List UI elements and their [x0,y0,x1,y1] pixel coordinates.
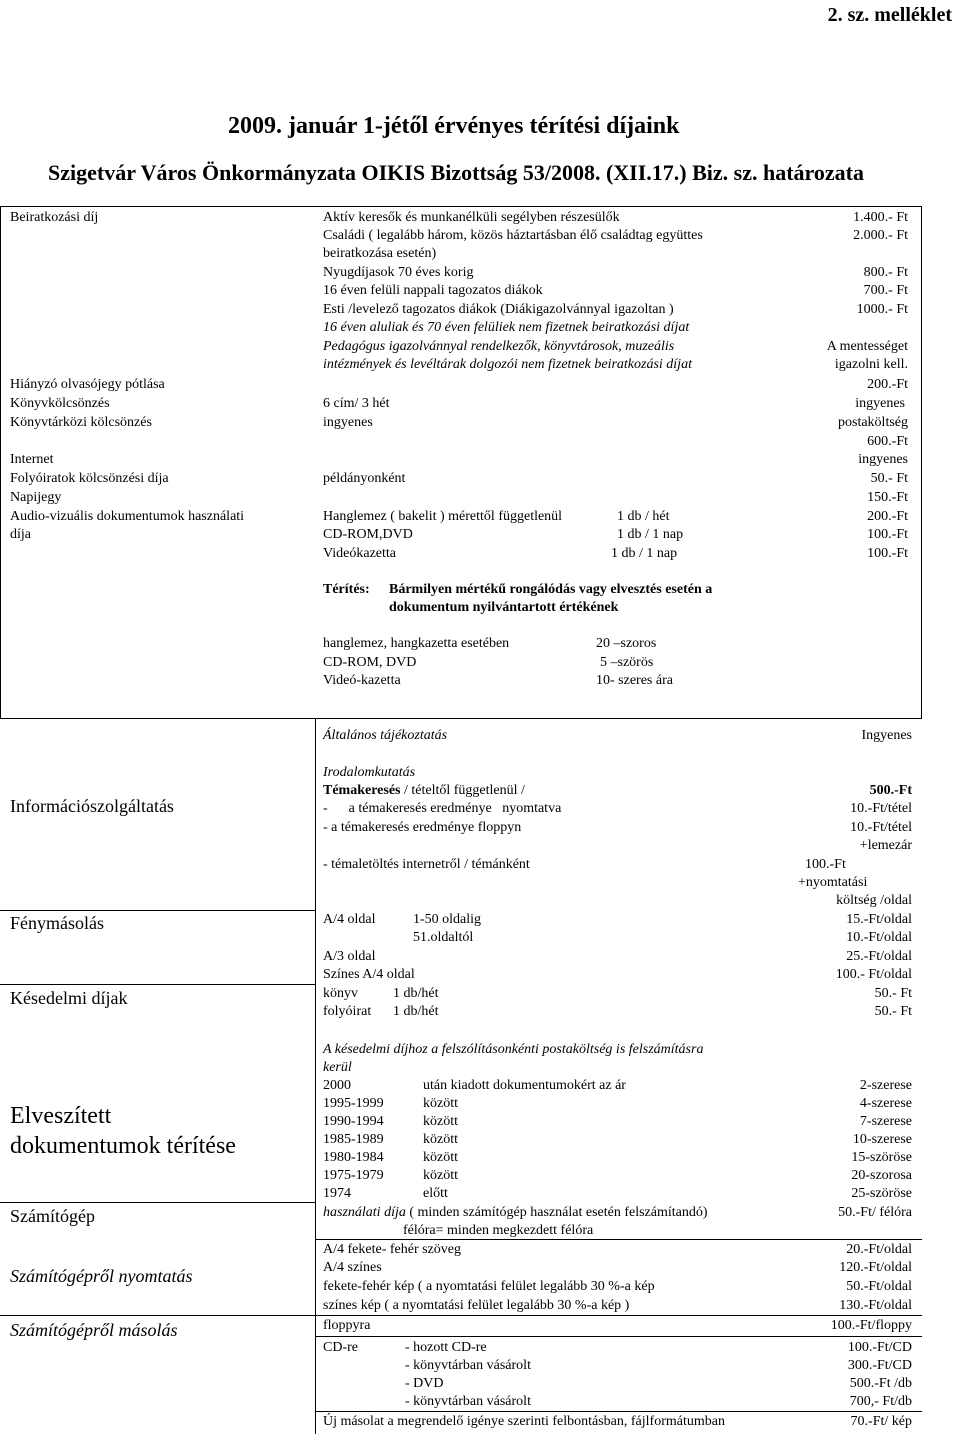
exemption-note: igazolni kell. [834,357,908,372]
terites-text: Bármilyen mértékű rongálódás vagy elvesztés esetén a [389,582,713,597]
temaletoltes-price: 100.-Ft [805,857,846,872]
elv-rel: között [423,1114,458,1129]
fee-desc: Nyugdíjasok 70 éves korig [323,265,474,280]
print-desc: A/4 fekete- fehér szöveg [323,1242,461,1257]
print-desc: színes kép ( a nyomtatási felület legalább 30 %-a kép ) [323,1298,630,1313]
elv-rel: között [423,1168,458,1183]
floppyra-desc: floppyra [323,1318,371,1333]
elv-mult: 20-szorosa [851,1168,912,1183]
temakereses-price: 500.-Ft [869,783,912,798]
fee-desc: Aktív keresők és munkanélküli segélyben részesülők [323,210,620,225]
kes-unit: 1 db/hét [393,986,439,1001]
szg-price: 50.-Ft/ félóra [838,1205,912,1220]
terites-mult: 10- szeres ára [596,673,673,688]
kes-unit: 1 db/hét [393,1004,439,1019]
free-note: intézmények és levéltárak dolgozói nem fizetnek beiratkozási díjat [323,357,692,372]
cd-price: 100.-Ft/CD [847,1340,912,1355]
a4-label: A/4 oldal [323,912,376,927]
elv-mult: 10-szerese [852,1132,912,1147]
cd-price: 500.-Ft /db [849,1376,912,1391]
row-divider [315,1336,922,1337]
av-label: Audio-vizuális dokumentumok használati [10,509,245,524]
temaletoltes-desc: - témaletöltés internetről / témánként [323,857,530,872]
szg-usage-text: ( minden számítógép használat esetén felszámítandó) [405,1205,708,1220]
av-unit: 1 db / 1 nap [611,546,678,561]
folyoirat-desc: példányonként [323,471,406,486]
szg-usage-note: félóra= minden megkezdett félóra [403,1223,594,1238]
kes-note: A késedelmi díjhoz a felszólításonkénti postaköltség is felszámításra [323,1042,704,1057]
cd-desc: - hozott CD-re [405,1340,487,1355]
terites-desc: Videó-kazetta [323,673,401,688]
av-price: 100.-Ft [867,527,908,542]
temaletoltes-price: +nyomtatási [798,875,868,890]
cd-price: 300.-Ft/CD [847,1358,912,1373]
table1-left-border [0,206,1,719]
konyv-label: Könyvkölcsönzés [10,396,110,411]
temaletoltes-price: költség /oldal [836,893,912,908]
floppyn-desc: - a témakeresés eredménye floppyn [323,820,522,835]
szg-usage-label: használati díja [323,1205,406,1220]
fee-price: 1.400.- Ft [853,210,908,225]
av-price: 100.-Ft [867,546,908,561]
print-price: 20.-Ft/oldal [846,1242,912,1257]
elv-mult: 15-szöröse [851,1150,912,1165]
print-desc: A/4 színes [323,1260,382,1275]
fee-price: 1000.- Ft [856,302,908,317]
elv-mult: 2-szerese [859,1078,912,1093]
row-divider [0,1202,315,1203]
napijegy-price: 150.-Ft [867,490,908,505]
elv-year: 1995-1999 [323,1096,384,1111]
kes-item: könyv [323,986,358,1001]
terites-mult: 5 –szörös [600,655,654,670]
a4-range: 1-50 oldalig [413,912,482,927]
fee-price: 2.000.- Ft [853,228,908,243]
kes-price: 50.- Ft [874,1004,912,1019]
napijegy-label: Napijegy [10,490,62,505]
av-desc: Videókazetta [323,546,397,561]
uj-masolat-desc: Új másolat a megrendelő igénye szerinti felbontásban, fájlformátumban [323,1414,725,1429]
elveszitett-label: dokumentumok térítése [10,1133,236,1159]
a4-from-price: 10.-Ft/oldal [846,930,912,945]
altalanos-label: Általános tájékoztatás [323,728,448,743]
print-desc: fekete-fehér kép ( a nyomtatási felület legalább 30 %-a kép [323,1279,655,1294]
ktk-label: Könyvtárközi kölcsönzés [10,415,152,430]
row-divider [315,1411,922,1412]
elveszitett-label: Elveszített [10,1103,112,1129]
szines-label: Színes A/4 oldal [323,967,415,982]
a4-price: 15.-Ft/oldal [846,912,912,927]
cd-desc: - DVD [405,1376,444,1391]
folyoirat-price: 50.- Ft [870,471,908,486]
annex-label: 2. sz. melléklet [827,4,952,26]
hianyzo-label: Hiányzó olvasójegy pótlása [10,377,165,392]
kes-note: kerül [323,1060,352,1075]
nyomtatva-price: 10.-Ft/tétel [850,801,912,816]
free-note: Pedagógus igazolvánnyal rendelkezők, könyvtárosok, muzeális [323,339,675,354]
szamitogep-label: Számítógép [10,1206,95,1226]
uj-masolat-price: 70.-Ft/ kép [850,1414,912,1429]
nyomtatas-label: Számítógépről nyomtatás [10,1266,193,1286]
fee-price: 700.- Ft [863,283,908,298]
av-desc: Hanglemez ( bakelit ) mérettől függetlenül [323,509,563,524]
ktk-price: postaköltség [838,415,908,430]
elv-rel: között [423,1096,458,1111]
av-desc: CD-ROM,DVD [323,527,413,542]
fee-desc: 16 éven felüli nappali tagozatos diákok [323,283,543,298]
column-divider [315,718,316,1434]
av-label: díja [10,527,31,542]
ktk-price: 600.-Ft [867,434,908,449]
elv-rel: után kiadott dokumentumokért az ár [423,1078,626,1093]
elv-year: 2000 [323,1078,351,1093]
info-label: Információszolgáltatás [10,796,174,816]
masolas-label: Számítógépről másolás [10,1320,178,1340]
elv-year: 1985-1989 [323,1132,384,1147]
kes-price: 50.- Ft [874,986,912,1001]
temakereses-label: Témakeresés [323,783,401,798]
table1-top-border [0,206,922,207]
row-divider [0,910,315,911]
fee-desc: Családi ( legalább három, közös háztartásban élő családtag együttes [323,228,703,243]
elv-mult: 4-szerese [859,1096,912,1111]
floppyn-price: 10.-Ft/tétel [850,820,912,835]
fee-desc: Esti /levelező tagozatos diákok (Diákigazolvánnyal igazoltan ) [323,302,674,317]
elv-year: 1990-1994 [323,1114,384,1129]
terites-desc: hanglemez, hangkazetta esetében [323,636,510,651]
print-price: 130.-Ft/oldal [839,1298,912,1313]
elv-rel: között [423,1132,458,1147]
internet-price: ingyenes [858,452,908,467]
konyv-price: ingyenes [855,396,905,411]
cd-desc: - könyvtárban vásárolt [405,1394,531,1409]
ktk-desc: ingyenes [323,415,373,430]
elv-year: 1975-1979 [323,1168,384,1183]
irodalom-label: Irodalomkutatás [323,765,416,780]
table1-right-border [921,206,922,719]
floppyra-price: 100.-Ft/floppy [830,1318,912,1333]
hianyzo-price: 200.-Ft [867,377,908,392]
elv-rel: előtt [423,1186,448,1201]
kesedelmi-label: Késedelmi díjak [10,988,128,1008]
a3-price: 25.-Ft/oldal [846,949,912,964]
av-unit: 1 db / hét [617,509,670,524]
a3-label: A/3 oldal [323,949,376,964]
elv-mult: 7-szerese [859,1114,912,1129]
page-subtitle: Szigetvár Város Önkormányzata OIKIS Bizottság 53/2008. (XII.17.) Biz. sz. határozata [48,160,865,185]
floppyn-price: +lemezár [859,838,912,853]
print-price: 50.-Ft/oldal [846,1279,912,1294]
cd-desc: - könyvtárban vásárolt [405,1358,531,1373]
terites-text: dokumentum nyilvántartott értékének [389,600,619,615]
av-unit: 1 db / 1 nap [617,527,684,542]
fenymasolas-label: Fénymásolás [10,913,104,933]
internet-label: Internet [10,452,54,467]
temakereses-rest: / tételtől függetlenül / [400,783,525,798]
terites-label: Térítés: [323,582,370,597]
konyv-desc: 6 cím/ 3 hét [323,396,390,411]
fee-desc-cont: beiratkozása esetén) [323,246,437,261]
cd-price: 700,- Ft/db [849,1394,912,1409]
kes-item: folyóirat [323,1004,372,1019]
free-note: 16 éven aluliak és 70 éven felüliek nem fizetnek beiratkozási díjat [323,320,690,335]
av-price: 200.-Ft [867,509,908,524]
cdre-label: CD-re [323,1340,358,1355]
altalanos-price: Ingyenes [861,728,912,743]
terites-mult: 20 –szoros [596,636,657,651]
elv-year: 1980-1984 [323,1150,384,1165]
fee-price: 800.- Ft [863,265,908,280]
szines-price: 100.- Ft/oldal [835,967,912,982]
row-divider [0,1315,922,1316]
a4-from: 51.oldaltól [413,930,474,945]
folyoirat-label: Folyóiratok kölcsönzési díja [10,471,169,486]
table1-bottom-border [0,718,922,719]
elv-rel: között [423,1150,458,1165]
terites-desc: CD-ROM, DVD [323,655,417,670]
elv-year: 1974 [323,1186,351,1201]
elv-mult: 25-szöröse [851,1186,912,1201]
exemption-note: A mentességet [826,339,908,354]
beiratkozas-label: Beiratkozási díj [10,210,99,225]
page-title: 2009. január 1-jétől érvényes térítési díjaink [228,113,680,139]
row-divider [0,984,315,985]
print-price: 120.-Ft/oldal [839,1260,912,1275]
row-divider [315,1239,922,1240]
nyomtatva-desc: - a témakeresés eredménye nyomtatva [323,801,562,816]
